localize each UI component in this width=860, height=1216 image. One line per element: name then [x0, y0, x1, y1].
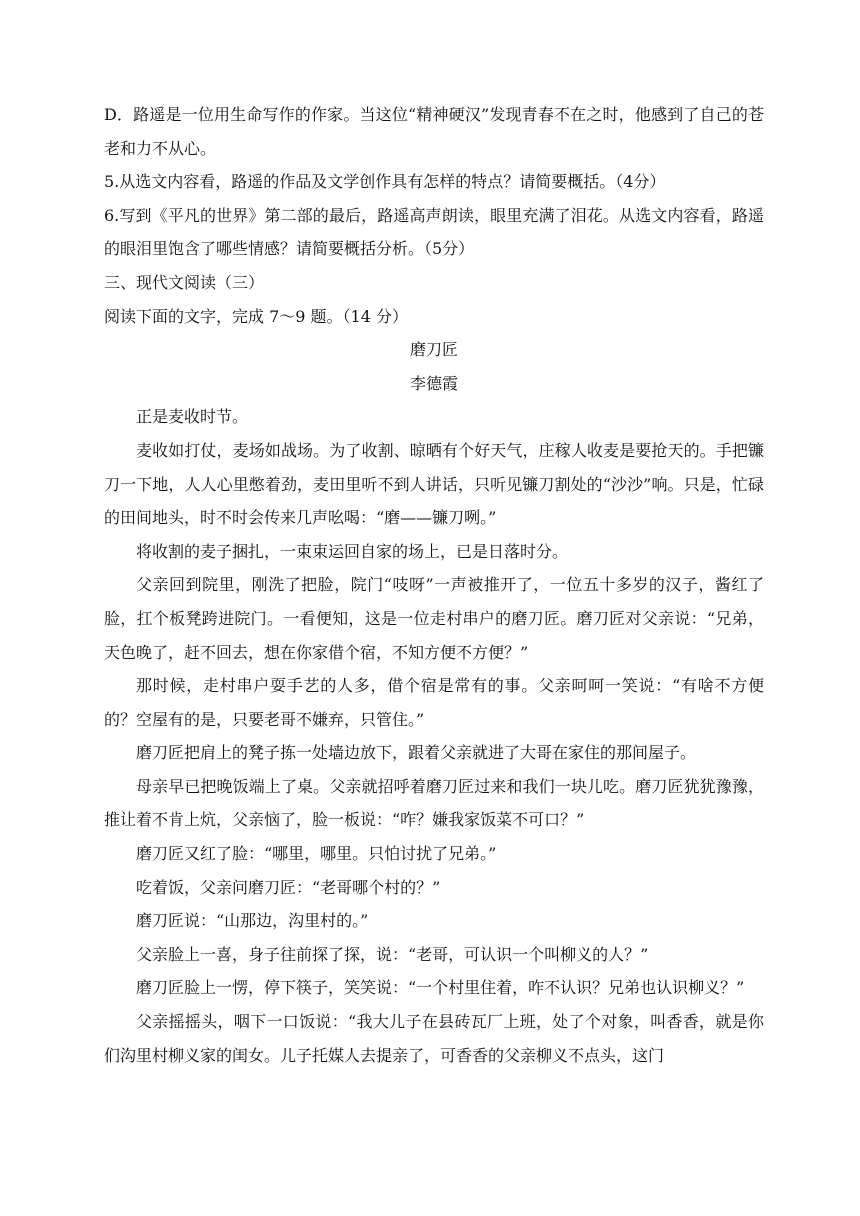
section-heading: 三、现代文阅读（三）	[104, 272, 265, 292]
article-title: 磨刀匠	[409, 340, 458, 360]
body-paragraph: 吃着饭，父亲问磨刀匠：“老哥哪个村的？”	[136, 877, 441, 897]
body-paragraph: 磨刀匠脸上一愣，停下筷子，笑笑说：“一个村里住着，咋不认识？兄弟也认识柳义？”	[136, 978, 745, 998]
body-paragraph: 父亲脸上一喜，身子往前探了探，说：“老哥，可认识一个叫柳义的人？”	[136, 944, 649, 964]
option-d-paragraph: D．路遥是一位用生命写作的作家。当这位“精神硬汉”发现青春不在之时，他感到了自己的苍老和力不从心。	[104, 105, 764, 158]
body-paragraph: 磨刀匠又红了脸：“哪里，哪里。只怕讨扰了兄弟。”	[136, 844, 497, 864]
body-paragraph: 将收割的麦子捆扎，一束束运回自家的场上，已是日落时分。	[136, 541, 569, 561]
question-5: 5.从选文内容看，路遥的作品及文学创作具有怎样的特点？请简要概括。（4分）	[104, 172, 666, 192]
body-paragraph: 父亲回到院里，刚洗了把脸，院门“吱呀”一声被推开了，一位五十多岁的汉子，酱红了脸，扛个板凳跨进院门。一看便知，这是一位走村串户的磨刀匠。磨刀匠对父亲说：“兄弟，天色晚了，赶不回去，想在你家借个宿，不知方便不方便？”	[104, 575, 764, 662]
question-6: 6.写到《平凡的世界》第二部的最后，路遥高声朗读，眼里充满了泪花。从选文内容看，路遥的眼泪里饱含了哪些情感？请简要概括分析。（5分）	[104, 205, 764, 259]
reading-instruction: 阅读下面的文字，完成 7～9 题。（14 分）	[104, 306, 408, 326]
document-page	[104, 98, 764, 1072]
article-author: 李德霞	[409, 373, 458, 393]
body-paragraph: 那时候，走村串户耍手艺的人多，借个宿是常有的事。父亲呵呵一笑说：“有啥不方便的？空屋有的是，只要老哥不嫌弃，只管住。”	[104, 676, 764, 729]
body-paragraph: 父亲摇摇头，咽下一口饭说：“我大儿子在县砖瓦厂上班，处了个对象，叫香香，就是你们沟里村柳义家的闺女。儿子托媒人去提亲了，可香香的父亲柳义不点头，这门	[104, 1012, 764, 1065]
body-paragraph: 母亲早已把晚饭端上了桌。父亲就招呼着磨刀匠过来和我们一块儿吃。磨刀匠犹犹豫豫，推让着不肯上炕，父亲恼了，脸一板说：“咋？嫌我家饭菜不可口？”	[104, 776, 764, 830]
body-paragraph: 磨刀匠说：“山那边，沟里村的。”	[136, 911, 369, 931]
body-paragraph: 磨刀匠把肩上的凳子拣一处墙边放下，跟着父亲就进了大哥在家住的那间屋子。	[136, 743, 697, 763]
body-paragraph: 麦收如打仗，麦场如战场。为了收割、晾晒有个好天气，庄稼人收麦是要抢天的。手把镰刀一下地，人人心里憋着劲，麦田里听不到人讲话，只听见镰刀割处的“沙沙”响。只是，忙碌的田间地头，时不时会传来几声吆喝：“磨——镰刀咧。”	[104, 440, 764, 528]
body-paragraph: 正是麦收时节。	[136, 407, 249, 427]
